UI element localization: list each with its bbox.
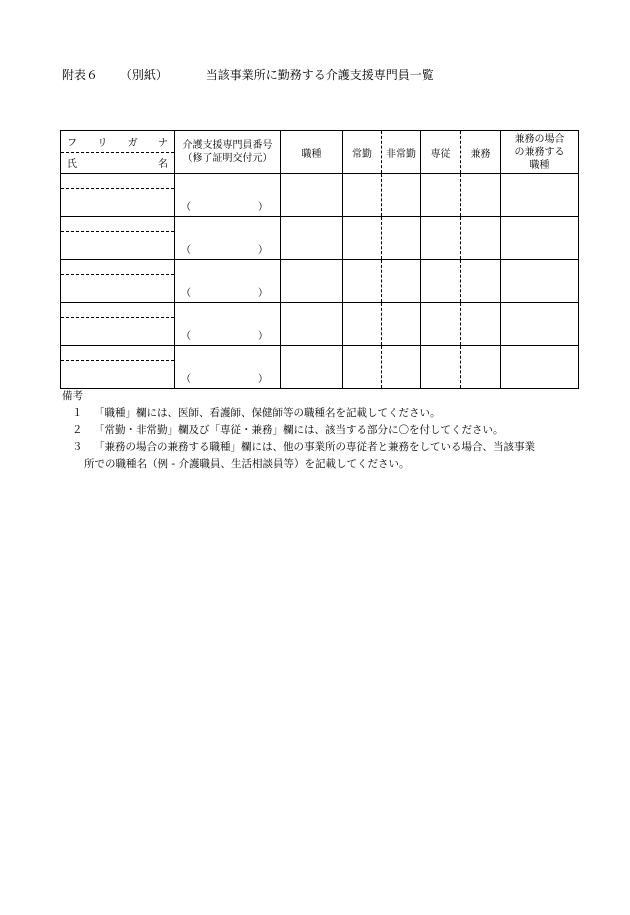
name-cell[interactable] bbox=[61, 174, 175, 217]
dedicated-cell[interactable] bbox=[421, 260, 461, 303]
note-text: 「職種」欄には、医師、看護師、保健師等の職種名を記載してください。 bbox=[94, 407, 441, 419]
furigana-entry[interactable] bbox=[61, 174, 174, 189]
concurrent-occupation-cell[interactable] bbox=[501, 217, 579, 260]
concurrent-cell[interactable] bbox=[461, 346, 501, 389]
concurrent-cell[interactable] bbox=[461, 174, 501, 217]
concurrent-occupation-cell[interactable] bbox=[501, 260, 579, 303]
table-row bbox=[61, 217, 579, 260]
cert-header-line2: （修了証明交付元） bbox=[182, 153, 273, 164]
concurrent-occupation-cell[interactable] bbox=[501, 346, 579, 389]
paren-close: ） bbox=[258, 374, 268, 385]
parttime-cell[interactable] bbox=[382, 260, 421, 303]
dedicated-cell[interactable] bbox=[421, 174, 461, 217]
dedicated-cell[interactable] bbox=[421, 303, 461, 346]
header-occupation: 職種 bbox=[281, 131, 343, 174]
concurrent-cell[interactable] bbox=[461, 217, 501, 260]
notes-section bbox=[62, 388, 582, 473]
dedicated-cell[interactable] bbox=[421, 346, 461, 389]
appendix-label: 附表６ bbox=[62, 68, 99, 82]
name-cell[interactable] bbox=[61, 303, 175, 346]
note-number: ２ bbox=[72, 424, 83, 436]
notes-heading: 備考 bbox=[62, 390, 83, 402]
header-dedicated: 専従 bbox=[421, 131, 461, 174]
paren-open: （ bbox=[181, 331, 191, 342]
table-row bbox=[61, 174, 579, 217]
name-entry[interactable] bbox=[61, 361, 174, 388]
occupation-cell[interactable] bbox=[281, 260, 343, 303]
fulltime-cell[interactable] bbox=[343, 346, 382, 389]
note-number: １ bbox=[72, 407, 83, 419]
name-entry[interactable] bbox=[61, 189, 174, 216]
cert-cell[interactable] bbox=[175, 303, 281, 346]
cert-cell[interactable] bbox=[175, 174, 281, 217]
note-text: 「兼務の場合の兼務する職種」欄には、他の事業所の専従者と兼務をしている場合、当該事業 bbox=[94, 441, 535, 453]
name-entry[interactable] bbox=[61, 318, 174, 345]
occupation-cell[interactable] bbox=[281, 217, 343, 260]
name-cell[interactable] bbox=[61, 217, 175, 260]
furigana-char: リ bbox=[97, 137, 108, 149]
fulltime-cell[interactable] bbox=[343, 174, 382, 217]
parttime-cell[interactable] bbox=[382, 303, 421, 346]
header-parttime: 非常勤 bbox=[382, 131, 421, 174]
fulltime-cell[interactable] bbox=[343, 217, 382, 260]
furigana-entry[interactable] bbox=[61, 217, 174, 232]
concurrent-cell[interactable] bbox=[461, 303, 501, 346]
page-title: 当該事業所に勤務する介護支援専門員一覧 bbox=[205, 68, 434, 82]
header-furigana-name bbox=[61, 131, 175, 174]
staff-list-table bbox=[60, 130, 579, 389]
table-row bbox=[61, 260, 579, 303]
paren-close: ） bbox=[258, 331, 268, 342]
fulltime-cell[interactable] bbox=[343, 260, 382, 303]
parttime-cell[interactable] bbox=[382, 174, 421, 217]
cert-cell[interactable] bbox=[175, 346, 281, 389]
note-continuation: 所での職種名（例 - 介護職員、生活相談員等）を記載してください。 bbox=[84, 458, 410, 470]
fulltime-cell[interactable] bbox=[343, 303, 382, 346]
paren-open: （ bbox=[181, 374, 191, 385]
conc-header-line1: 兼務の場合 bbox=[514, 133, 565, 145]
paren-close: ） bbox=[258, 202, 268, 213]
concurrent-occupation-cell[interactable] bbox=[501, 303, 579, 346]
furigana-entry[interactable] bbox=[61, 260, 174, 275]
cert-cell[interactable] bbox=[175, 217, 281, 260]
header-concurrent-occupation bbox=[501, 131, 579, 174]
document-title-line bbox=[62, 66, 434, 83]
paren-close: ） bbox=[258, 245, 268, 256]
conc-header-line2: の兼務する bbox=[514, 146, 565, 158]
table-body bbox=[61, 174, 579, 389]
furigana-entry[interactable] bbox=[61, 303, 174, 318]
header-fulltime: 常勤 bbox=[343, 131, 382, 174]
occupation-cell[interactable] bbox=[281, 303, 343, 346]
cert-header-line1: 介護支援専門員番号 bbox=[182, 140, 273, 151]
conc-header-line3: 職種 bbox=[529, 159, 550, 171]
concurrent-cell[interactable] bbox=[461, 260, 501, 303]
name-entry[interactable] bbox=[61, 275, 174, 302]
cert-cell[interactable] bbox=[175, 260, 281, 303]
header-concurrent: 兼務 bbox=[461, 131, 501, 174]
paren-open: （ bbox=[181, 202, 191, 213]
attachment-label: （別紙） bbox=[119, 68, 168, 82]
note-number: ３ bbox=[72, 441, 83, 453]
table-header-row bbox=[61, 131, 579, 174]
header-cert-number bbox=[175, 131, 281, 174]
parttime-cell[interactable] bbox=[382, 346, 421, 389]
note-item bbox=[62, 405, 582, 422]
furigana-char: フ bbox=[67, 137, 77, 149]
name-cell[interactable] bbox=[61, 260, 175, 303]
name-char: 氏 bbox=[67, 159, 77, 171]
concurrent-occupation-cell[interactable] bbox=[501, 174, 579, 217]
table-row bbox=[61, 346, 579, 389]
name-char: 名 bbox=[158, 159, 168, 171]
name-cell[interactable] bbox=[61, 346, 175, 389]
name-entry[interactable] bbox=[61, 232, 174, 259]
furigana-char: ガ bbox=[127, 137, 138, 149]
note-text: 「常勤・非常勤」欄及び「専従・兼務」欄には、該当する部分に〇を付してください。 bbox=[94, 424, 504, 436]
occupation-cell[interactable] bbox=[281, 346, 343, 389]
furigana-entry[interactable] bbox=[61, 346, 174, 361]
table-row bbox=[61, 303, 579, 346]
paren-open: （ bbox=[181, 288, 191, 299]
parttime-cell[interactable] bbox=[382, 217, 421, 260]
paren-close: ） bbox=[258, 288, 268, 299]
occupation-cell[interactable] bbox=[281, 174, 343, 217]
paren-open: （ bbox=[181, 245, 191, 256]
furigana-char: ナ bbox=[157, 137, 168, 149]
note-item bbox=[62, 439, 582, 456]
note-item bbox=[62, 422, 582, 439]
dedicated-cell[interactable] bbox=[421, 217, 461, 260]
